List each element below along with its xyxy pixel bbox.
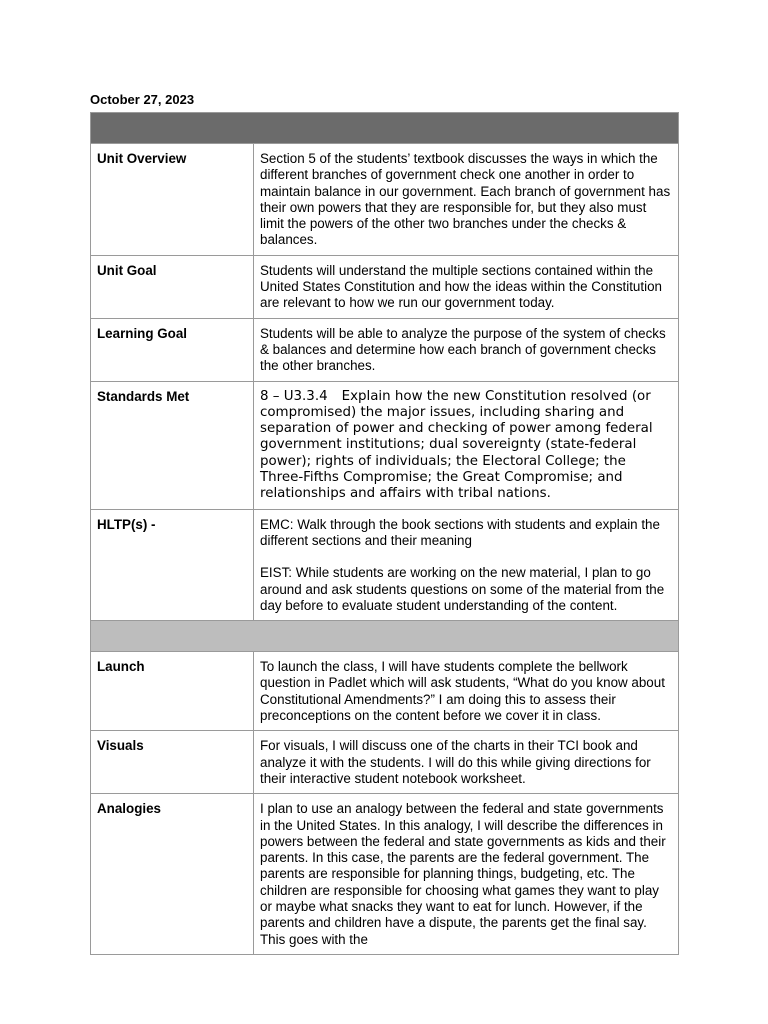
header-band-dark [91,113,679,144]
row-content: Students will be able to analyze the purpose of the system of checks & balances and determine how each branch of government checks the other branches. [254,318,679,381]
lesson-plan-table [90,112,679,955]
row-label: Analogies [91,794,254,955]
row-hltps [91,509,679,620]
row-analogies [91,794,679,955]
row-standards-met [91,381,679,509]
standard-code: 8 – U3.3.4 [260,388,328,404]
row-label: Unit Goal [91,255,254,318]
row-content [254,509,679,620]
hltp-eist: EIST: While students are working on the new material, I plan to go around and ask students questions on some of the material from the day before to evaluate student understanding of the content. [260,565,665,613]
row-launch [91,652,679,731]
row-content: I plan to use an analogy between the federal and state governments in the United States. In this analogy, I will describe the differences in powers between the federal and state governments as kids and their parents. In this case, the parents are the federal government. The parents are responsible for planning things, budgeting, etc. The children are responsible for choosing what games they want to play or maybe what snacks they want to eat for lunch. However, if the parents and children have a dispute, the parents get the final say. This goes with the [254,794,679,955]
row-content: Section 5 of the students’ textbook discusses the ways in which the different branches of government check one another in order to maintain balance in our government. Each branch of government has their own powers that they are responsible for, but they also must limit the powers of the other two branches under the checks & balances. [254,144,679,256]
standard-description: Explain how the new Constitution resolved (or compromised) the major issues, including sharing and separation of power and checking of power among federal government institutions; dual sovereignty (state-federal power); rights of individuals; the Electoral College; the Three-Fifths Compromise; the Great Compromise; and relationships and affairs with tribal nations. [260,388,653,502]
row-content: To launch the class, I will have students complete the bellwork question in Padlet which will ask students, “What do you know about Constitutional Amendments?” I am doing this to assess their preconceptions on the content before we cover it in class. [254,652,679,731]
row-learning-goal [91,318,679,381]
standard-text [254,381,679,509]
row-unit-goal [91,255,679,318]
row-label: Learning Goal [91,318,254,381]
document-date: October 27, 2023 [90,92,195,107]
row-label: Visuals [91,731,254,794]
row-label: Launch [91,652,254,731]
hltp-emc: EMC: Walk through the book sections with students and explain the different sections and their meaning [260,516,660,548]
row-label: Standards Met [91,381,254,509]
section-band-light [91,621,679,652]
row-visuals [91,731,679,794]
row-unit-overview [91,144,679,256]
row-content: For visuals, I will discuss one of the charts in their TCI book and analyze it with the students. I will do this while giving directions for their interactive student notebook worksheet. [254,731,679,794]
row-content: Students will understand the multiple sections contained within the United States Constitution and how the ideas within the Constitution are relevant to how we run our government today. [254,255,679,318]
row-label: Unit Overview [91,144,254,256]
row-label: HLTP(s) - [91,509,254,620]
